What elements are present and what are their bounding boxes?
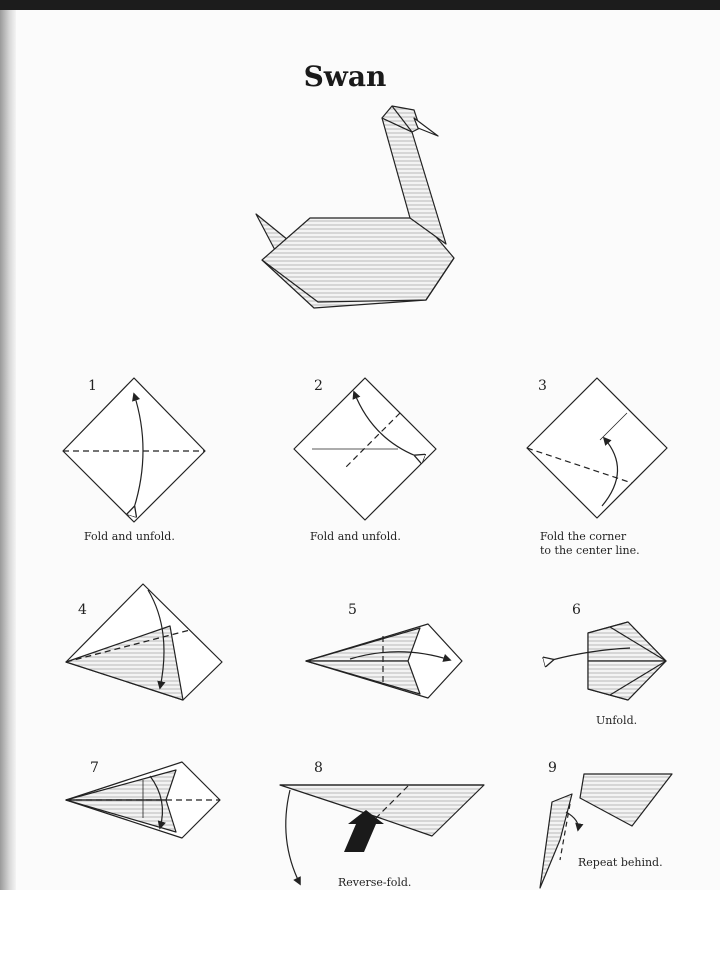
step-6-caption: Unfold.	[596, 714, 638, 727]
step-1-number: 1	[88, 378, 97, 394]
step-2-number: 2	[314, 378, 323, 394]
swan-model-illustration	[256, 106, 454, 308]
step-9-caption: Repeat behind.	[578, 856, 663, 869]
step-2-caption: Fold and unfold.	[310, 530, 401, 543]
step-3-diagram	[527, 378, 667, 518]
step-3-number: 3	[538, 378, 547, 394]
step-6-diagram	[552, 622, 666, 700]
step-8-diagram	[280, 785, 484, 884]
step-9-diagram	[540, 774, 672, 888]
step-4-diagram	[66, 584, 222, 700]
step-5-number: 5	[348, 602, 357, 618]
step-2-diagram	[294, 378, 436, 520]
step-8-caption: Reverse-fold.	[338, 876, 412, 889]
step-6-number: 6	[572, 602, 581, 618]
page-title: Swan	[303, 60, 387, 93]
step-8-number: 8	[314, 760, 323, 776]
step-1-diagram	[63, 378, 205, 522]
step-3-caption: Fold the corner to the center line.	[540, 530, 640, 557]
step-9-number: 9	[548, 760, 557, 776]
step-5-diagram	[306, 624, 462, 698]
step-7-number: 7	[90, 760, 99, 776]
step-4-number: 4	[78, 602, 87, 618]
step-1-caption: Fold and unfold.	[84, 530, 175, 543]
